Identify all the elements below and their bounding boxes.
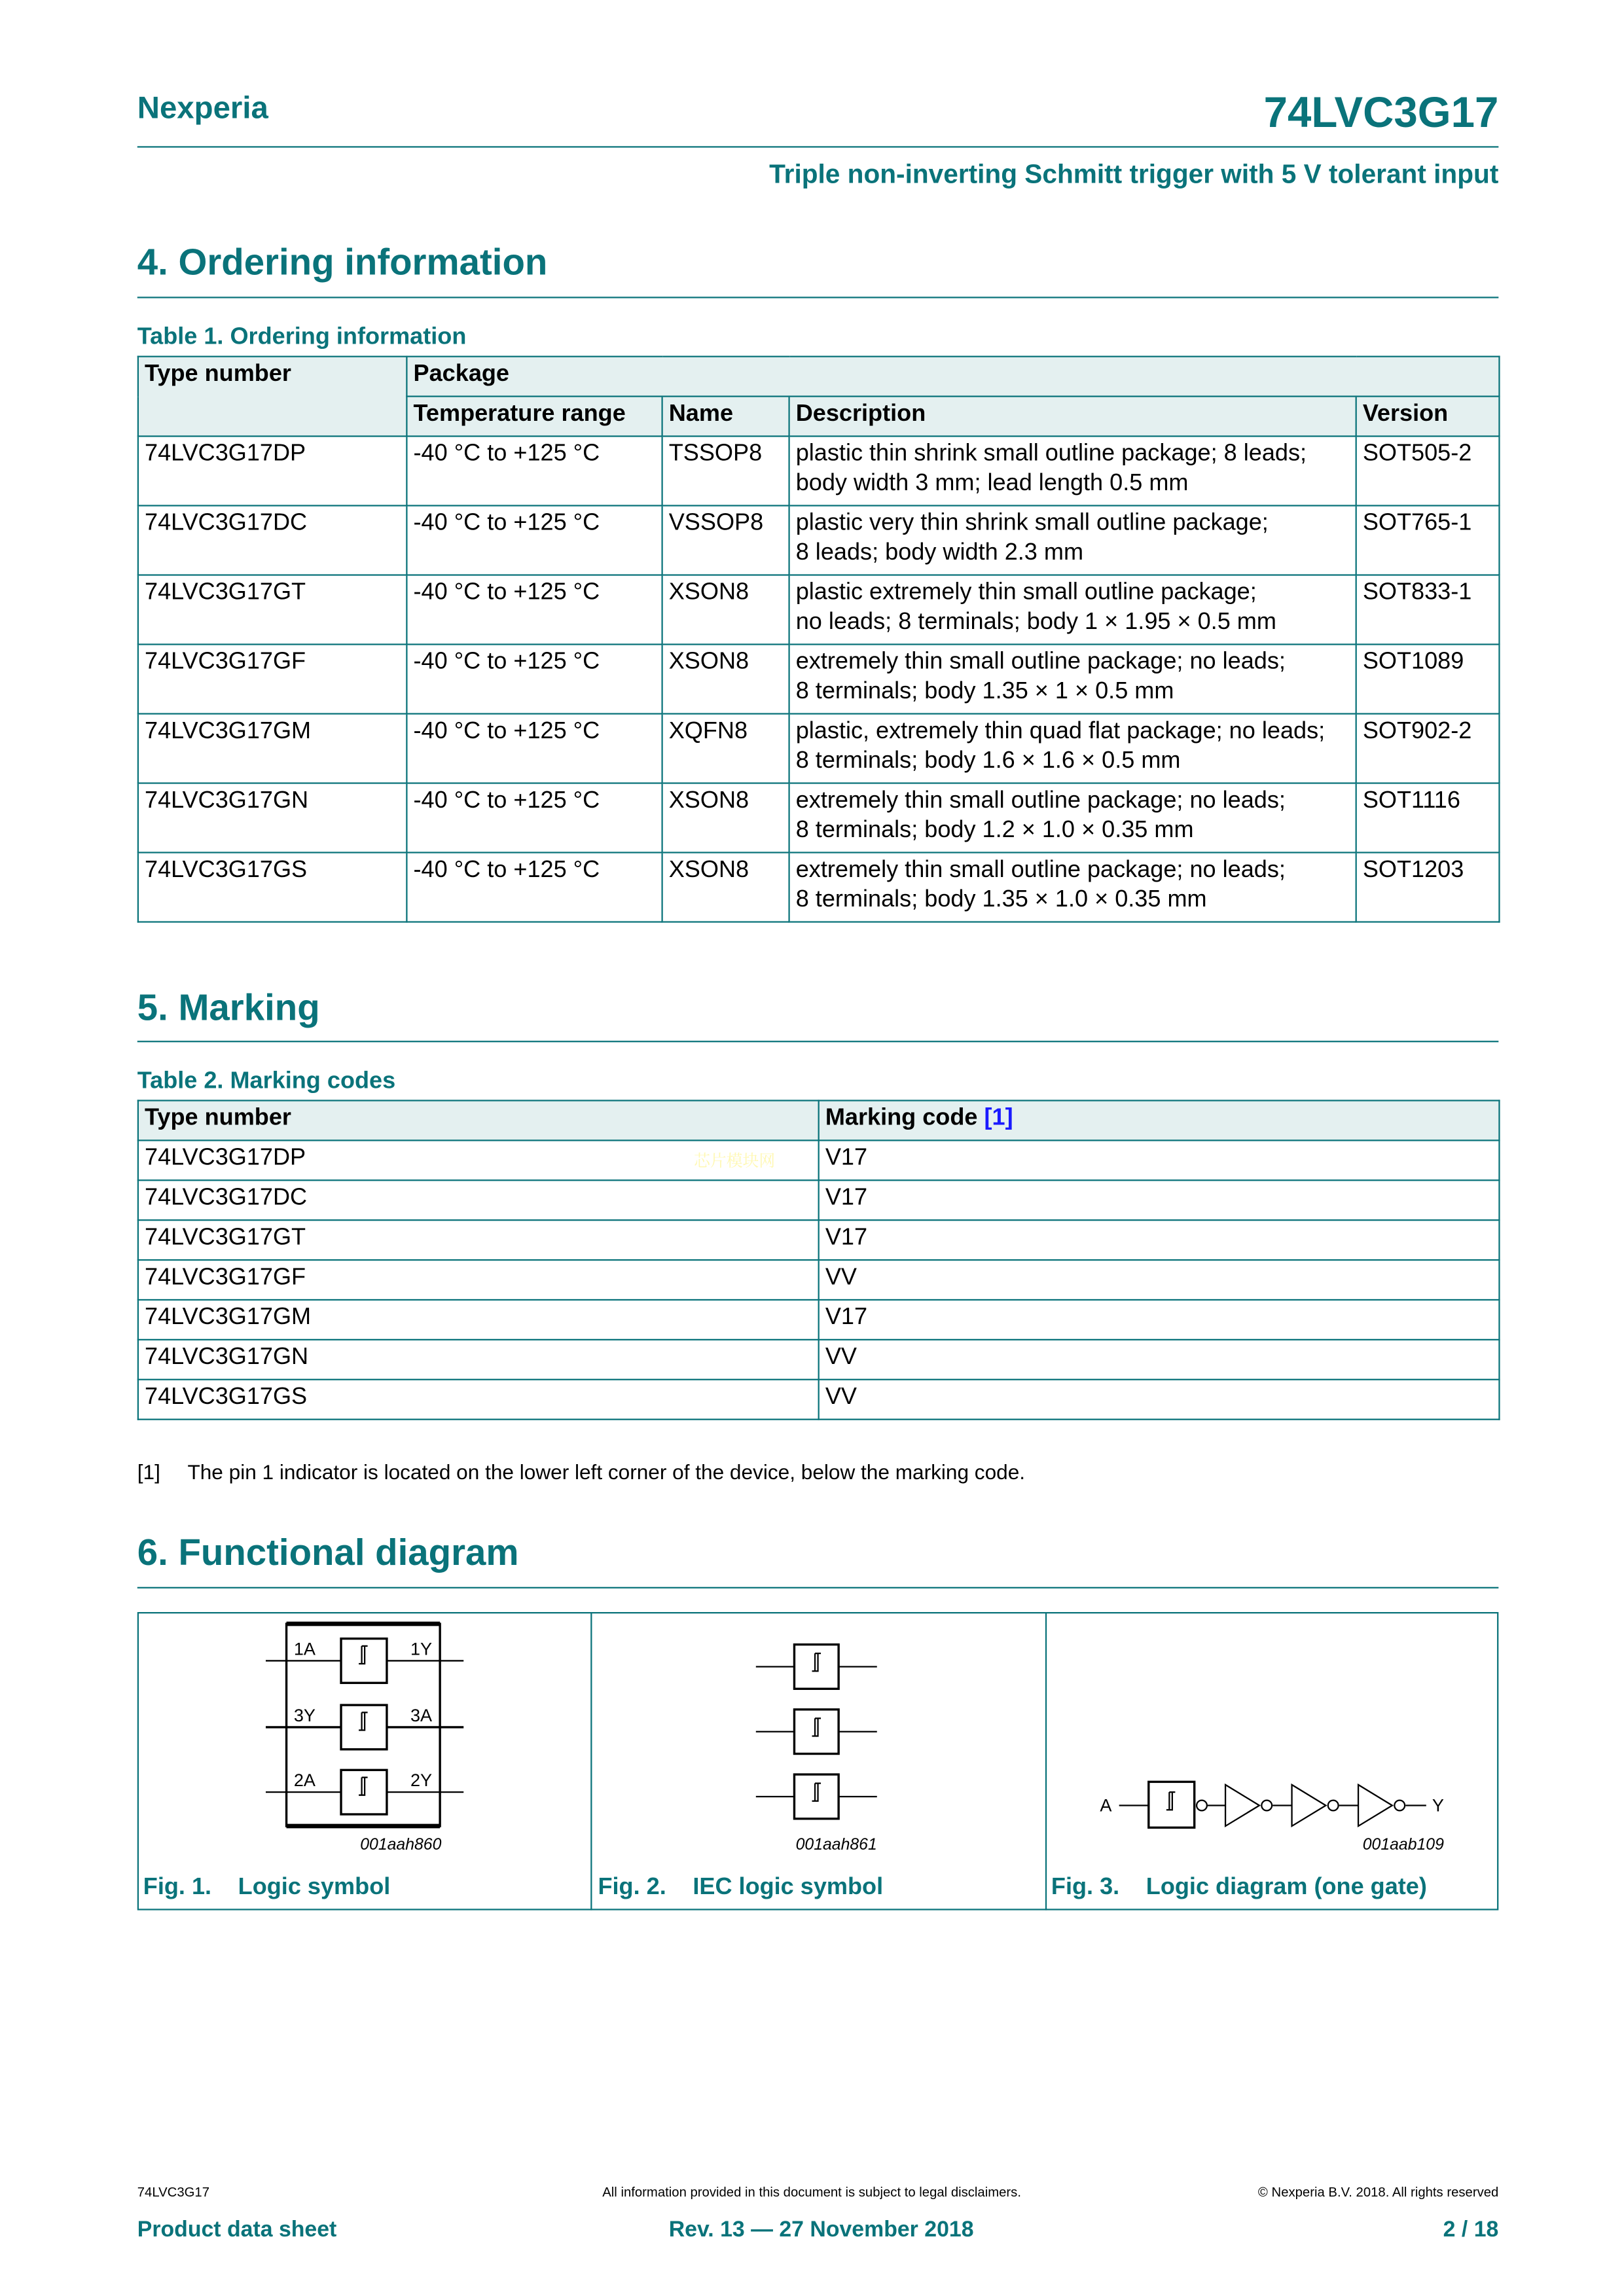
footnote-link[interactable]: [1] bbox=[984, 1105, 1013, 1131]
table-1-caption: Table 1. Ordering information bbox=[137, 325, 467, 350]
cell-temperature: -40 °C to +125 °C bbox=[406, 853, 662, 922]
cell-marking-code: VV bbox=[819, 1380, 1500, 1420]
fig-title: Logic diagram (one gate) bbox=[1146, 1874, 1427, 1900]
footer-part: 74LVC3G17 bbox=[137, 2185, 209, 2200]
fig3-caption bbox=[1051, 1874, 1427, 1901]
cell-temperature: -40 °C to +125 °C bbox=[406, 645, 662, 714]
cell-marking-code: V17 bbox=[819, 1180, 1500, 1220]
cell-version: SOT833-1 bbox=[1356, 575, 1500, 645]
cell-type: 74LVC3G17GT bbox=[138, 575, 407, 645]
cell-version: SOT765-1 bbox=[1356, 506, 1500, 575]
description-line: body width 3 mm; lead length 0.5 mm bbox=[795, 471, 1189, 496]
description-line: plastic extremely thin small outline package; bbox=[795, 580, 1257, 605]
cell-marking-code: V17 bbox=[819, 1220, 1500, 1260]
cell-name: XSON8 bbox=[662, 575, 789, 645]
output-label: Y bbox=[1432, 1795, 1444, 1816]
fig3-logic-diagram bbox=[1119, 1782, 1426, 1827]
pin-label: 1A bbox=[293, 1639, 316, 1659]
description-line: plastic, extremely thin quad flat package; no leads; bbox=[795, 719, 1326, 744]
footnote-ref: [1] bbox=[137, 1460, 160, 1484]
cell-temperature: -40 °C to +125 °C bbox=[406, 437, 662, 506]
footer-page-number: 2 / 18 bbox=[1443, 2217, 1499, 2243]
cell-version: SOT1203 bbox=[1356, 853, 1500, 922]
header-temperature: Temperature range bbox=[406, 397, 662, 437]
fig-number: Fig. 3. bbox=[1051, 1874, 1120, 1900]
marking-code-label: Marking code bbox=[825, 1105, 978, 1131]
cell-type: 74LVC3G17DP bbox=[138, 437, 407, 506]
part-number: 74LVC3G17 bbox=[1263, 90, 1499, 137]
cell-name: XSON8 bbox=[662, 645, 789, 714]
header-version: Version bbox=[1356, 397, 1500, 437]
footer-copyright: © Nexperia B.V. 2018. All rights reserved bbox=[1257, 2185, 1499, 2200]
cell-temperature: -40 °C to +125 °C bbox=[406, 575, 662, 645]
fig-title: Logic symbol bbox=[238, 1874, 391, 1900]
description-line: 8 terminals; body 1.35 × 1.0 × 0.35 mm bbox=[795, 887, 1207, 912]
cell-version: SOT1089 bbox=[1356, 645, 1500, 714]
brand-name: Nexperia bbox=[137, 91, 268, 126]
cell-type: 74LVC3G17DC bbox=[138, 1180, 819, 1220]
pin-label: 3A bbox=[410, 1705, 433, 1725]
header-type-number: Type number bbox=[138, 357, 407, 437]
description-line: extremely thin small outline package; no leads; bbox=[795, 788, 1286, 814]
description-line: 8 terminals; body 1.6 × 1.6 × 0.5 mm bbox=[795, 748, 1181, 774]
pin-label: 3Y bbox=[293, 1705, 316, 1725]
cell-type: 74LVC3G17DP bbox=[138, 1140, 819, 1180]
fig-number: Fig. 2. bbox=[598, 1874, 666, 1900]
fig1-caption bbox=[143, 1874, 390, 1901]
cell-type: 74LVC3G17GS bbox=[138, 1380, 819, 1420]
description-line: plastic very thin shrink small outline package; bbox=[795, 511, 1269, 536]
cell-type: 74LVC3G17DC bbox=[138, 506, 407, 575]
figure-code: 001aah861 bbox=[795, 1836, 877, 1854]
description-line: 8 terminals; body 1.35 × 1 × 0.5 mm bbox=[795, 679, 1174, 704]
footer-disclaimer: All information provided in this document is subject to legal disclaimers. bbox=[602, 2185, 1021, 2200]
header-package: Package bbox=[406, 357, 1499, 397]
cell-version: SOT902-2 bbox=[1356, 714, 1500, 783]
cell-marking-code: V17 bbox=[819, 1140, 1500, 1180]
cell-name: XSON8 bbox=[662, 853, 789, 922]
cell-type: 74LVC3G17GF bbox=[138, 1260, 819, 1300]
pin-label: 2A bbox=[293, 1770, 316, 1791]
cell-name: XQFN8 bbox=[662, 714, 789, 783]
cell-type: 74LVC3G17GT bbox=[138, 1220, 819, 1260]
fig2-caption bbox=[598, 1874, 883, 1901]
header-type-number: Type number bbox=[138, 1100, 819, 1140]
description-line: extremely thin small outline package; no leads; bbox=[795, 857, 1286, 883]
section-6-heading: 6. Functional diagram bbox=[137, 1532, 519, 1574]
footer-doctype: Product data sheet bbox=[137, 2217, 337, 2243]
input-label: A bbox=[1100, 1795, 1112, 1816]
header-description: Description bbox=[789, 397, 1356, 437]
cell-temperature: -40 °C to +125 °C bbox=[406, 714, 662, 783]
pin-label: 1Y bbox=[410, 1639, 433, 1659]
cell-marking-code: V17 bbox=[819, 1300, 1500, 1340]
cell-type: 74LVC3G17GM bbox=[138, 1300, 819, 1340]
watermark: 芯片模块网 bbox=[694, 1153, 776, 1171]
footer-revision: Rev. 13 — 27 November 2018 bbox=[668, 2217, 974, 2243]
cell-name: VSSOP8 bbox=[662, 506, 789, 575]
table-2-caption: Table 2. Marking codes bbox=[137, 1068, 396, 1094]
cell-marking-code: VV bbox=[819, 1260, 1500, 1300]
fig-number: Fig. 1. bbox=[143, 1874, 212, 1900]
cell-type: 74LVC3G17GS bbox=[138, 853, 407, 922]
figure-code: 001aah860 bbox=[360, 1836, 442, 1854]
cell-name: XSON8 bbox=[662, 783, 789, 853]
cell-type: 74LVC3G17GF bbox=[138, 645, 407, 714]
cell-version: SOT505-2 bbox=[1356, 437, 1500, 506]
footnote-text: The pin 1 indicator is located on the lower left corner of the device, below the marking code. bbox=[187, 1460, 1026, 1484]
cell-name: TSSOP8 bbox=[662, 437, 789, 506]
pin-label: 2Y bbox=[410, 1770, 433, 1791]
fig-title: IEC logic symbol bbox=[693, 1874, 884, 1900]
description-line: 8 terminals; body 1.2 × 1.0 × 0.35 mm bbox=[795, 817, 1194, 843]
cell-temperature: -40 °C to +125 °C bbox=[406, 783, 662, 853]
subtitle: Triple non-inverting Schmitt trigger with 5 V tolerant input bbox=[769, 159, 1499, 189]
description-line: plastic thin shrink small outline package; 8 leads; bbox=[795, 441, 1307, 467]
cell-marking-code: VV bbox=[819, 1340, 1500, 1380]
description-line: 8 leads; body width 2.3 mm bbox=[795, 540, 1084, 565]
description-line: no leads; 8 terminals; body 1 × 1.95 × 0.5 mm bbox=[795, 609, 1276, 635]
cell-type: 74LVC3G17GN bbox=[138, 1340, 819, 1380]
description-line: extremely thin small outline package; no leads; bbox=[795, 649, 1286, 675]
figure-code: 001aab109 bbox=[1362, 1836, 1444, 1854]
section-4-heading: 4. Ordering information bbox=[137, 242, 548, 284]
header-name: Name bbox=[662, 397, 789, 437]
cell-type: 74LVC3G17GM bbox=[138, 714, 407, 783]
fig2-iec-logic-symbol bbox=[756, 1645, 877, 1819]
cell-temperature: -40 °C to +125 °C bbox=[406, 506, 662, 575]
cell-version: SOT1116 bbox=[1356, 783, 1500, 853]
section-5-heading: 5. Marking bbox=[137, 987, 320, 1030]
cell-type: 74LVC3G17GN bbox=[138, 783, 407, 853]
